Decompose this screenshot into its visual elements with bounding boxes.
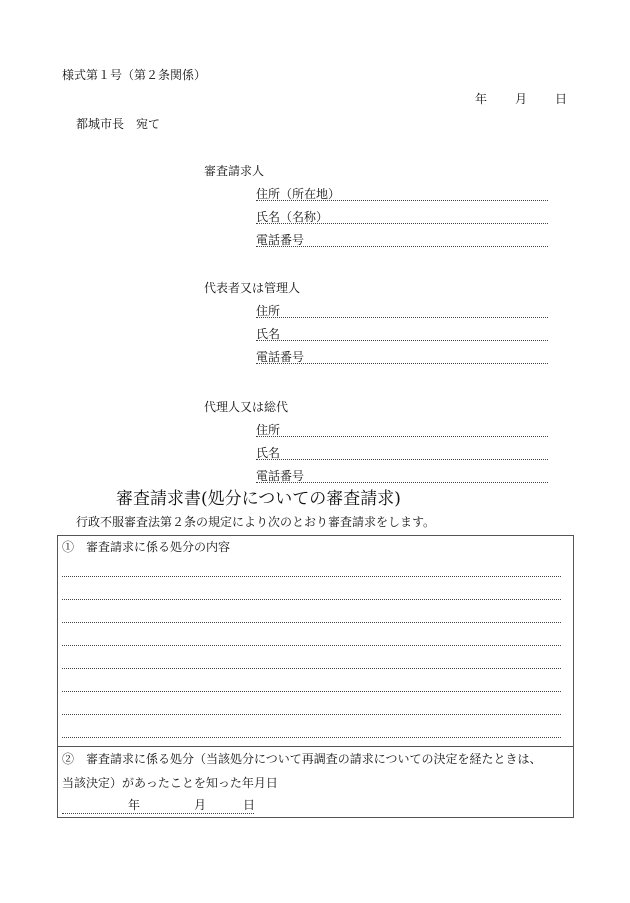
agent-phone-label: 電話番号 [256,469,305,483]
requester-heading: 審査請求人 [204,164,265,178]
section1-line[interactable] [62,622,561,623]
section2-month-label: 月 [194,798,207,812]
section1-line[interactable] [62,691,561,692]
requester-name-line[interactable] [256,223,548,224]
section1-box [57,535,574,747]
requester-address-label: 住所（所在地） [256,187,341,201]
date-header [475,92,567,106]
representative-heading: 代表者又は管理人 [204,281,301,295]
section1-label: ① 審査請求に係る処分の内容 [62,540,231,554]
section1-line[interactable] [62,576,561,577]
addressee: 都城市長 宛て [76,117,161,131]
representative-address-label: 住所 [256,304,281,318]
section2-label-line2: 当該決定）があったことを知った年月日 [62,776,278,790]
document-intro: 行政不服審査法第２条の規定により次のとおり審査請求をします。 [76,515,436,529]
section1-line[interactable] [62,737,561,738]
representative-name-line[interactable] [256,340,548,341]
agent-heading: 代理人又は総代 [204,400,289,414]
representative-name-label: 氏名 [256,327,281,341]
requester-address-line[interactable] [256,200,548,201]
representative-phone-label: 電話番号 [256,350,305,364]
requester-phone-line[interactable] [256,246,548,247]
form-number: 様式第１号（第２条関係） [62,68,207,82]
section1-line[interactable] [62,645,561,646]
section1-line[interactable] [62,599,561,600]
date-day-label: 日 [555,92,568,106]
document-title: 審査請求書(処分についての審査請求) [116,489,401,509]
agent-name-label: 氏名 [256,446,281,460]
agent-phone-line[interactable] [256,482,548,483]
requester-phone-label: 電話番号 [256,233,305,247]
section2-label-line1: ② 審査請求に係る処分（当該処分について再調査の請求についての決定を経たときは、 [62,752,542,766]
section2-date-line[interactable] [62,813,254,814]
representative-phone-line[interactable] [256,363,548,364]
agent-address-label: 住所 [256,423,281,437]
date-month-label: 月 [515,92,528,106]
section1-line[interactable] [62,714,561,715]
date-year-label: 年 [475,92,488,106]
requester-name-label: 氏名（名称） [256,210,329,224]
section2-day-label: 日 [243,798,256,812]
agent-name-line[interactable] [256,459,548,460]
agent-address-line[interactable] [256,436,548,437]
section2-year-label: 年 [128,798,141,812]
representative-address-line[interactable] [256,317,548,318]
section1-line[interactable] [62,668,561,669]
